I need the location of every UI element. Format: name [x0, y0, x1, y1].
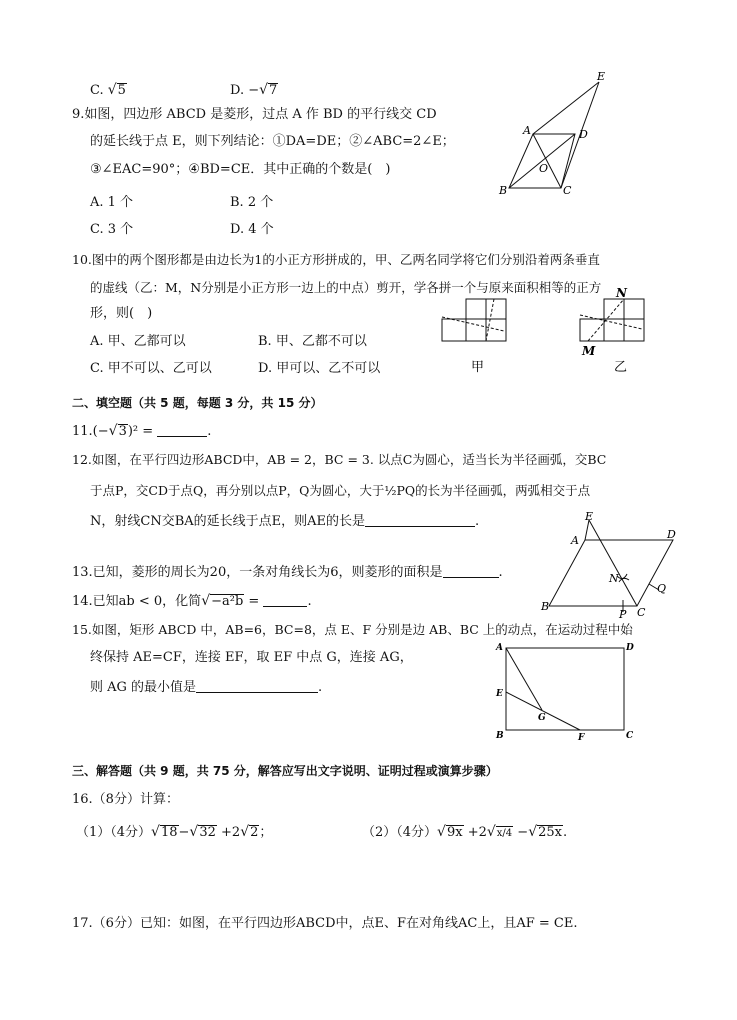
q9-rhombus-figure	[495, 70, 620, 200]
q15-line2: 终保持 AE=CF，连接 EF，取 EF 中点 G，连接 AG，	[90, 650, 413, 665]
q12-label-q: Q	[657, 582, 667, 595]
q9-label-d: D	[579, 128, 588, 141]
q13-end: .	[498, 565, 503, 580]
q12-line3-text: N，射线CN交BA的延长线于点E，则AE的长是	[90, 514, 366, 529]
q12-line2: 于点P，交CD于点Q，再分别以点P，Q为圆心，大于½PQ的长为半径画弧，两弧相交于点	[90, 483, 591, 498]
q9-line3: ③∠EAC=90°；④BD=CE．其中正确的个数是( )	[90, 162, 391, 177]
q15-line3	[90, 678, 322, 698]
q11-text: 11.(−√3)² = .	[72, 423, 212, 439]
q10-label-jia: 甲	[471, 360, 485, 375]
q16-heading: 16.（8分）计算：	[72, 792, 179, 807]
q9-label-b: B	[499, 184, 508, 197]
section3-heading: 三、解答题（共 9 题，共 75 分，解答应写出文字说明、证明过程或演算步骤）	[72, 764, 498, 778]
q10-line1: 10.图中的两个图形都是由边长为1的小正方形拼成的，甲、乙两名同学将它们分别沿着两条垂直	[72, 252, 600, 267]
q10-option-c: C. 甲不可以、乙可以	[90, 361, 212, 376]
q10-label-yi: 乙	[614, 360, 628, 375]
q9-option-c: C. 3 个	[90, 222, 134, 237]
q10-figure-yi	[576, 285, 666, 377]
q15-label-g: G	[538, 713, 546, 723]
q9-label-a: A	[523, 124, 531, 137]
q10-label-m: M	[582, 344, 596, 358]
q15-line1: 15.如图，矩形 ABCD 中，AB=6，BC=8，点 E、F 分别是边 AB、BC 上的动点，在运动过程中始	[72, 622, 633, 637]
q13-answer-blank[interactable]	[443, 563, 499, 578]
q9-line1: 9.如图，四边形 ABCD 是菱形，过点 A 作 BD 的平行线交 CD	[72, 107, 437, 122]
q10-figure-jia	[438, 287, 528, 375]
q14-text: 14.已知ab < 0，化简√−a²b = .	[72, 593, 312, 609]
q10-option-b: B. 甲、乙都不可以	[258, 334, 367, 349]
q13-text	[72, 563, 503, 583]
q12-label-n: N	[609, 572, 619, 585]
q9-label-e: E	[597, 70, 606, 83]
q17-text: 17.（6分）已知：如图，在平行四边形ABCD中，点E、F在对角线AC上，且AF = CE.	[72, 916, 578, 931]
q12-label-e: E	[585, 510, 594, 523]
q12-label-p: P	[619, 608, 627, 620]
q15-rectangle-figure	[494, 640, 640, 744]
q10-option-d: D. 甲可以、乙不可以	[258, 361, 381, 376]
q10-line2: 的虚线（乙：M，N分别是小正方形一边上的中点）剪开，学各拼一个与原来面积相等的正方	[90, 280, 602, 295]
q12-end: .	[475, 514, 480, 529]
q15-label-f: F	[578, 733, 585, 743]
q15-label-c: C	[626, 731, 634, 741]
q12-label-a: A	[571, 534, 579, 547]
q15-label-a: A	[496, 643, 503, 653]
q15-label-d: D	[626, 643, 634, 653]
q11-answer-blank[interactable]	[157, 422, 207, 437]
q12-parallelogram-figure	[537, 510, 685, 620]
q9-option-d: D. 4 个	[230, 222, 274, 237]
q9-line2: 的延长线于点 E，则下列结论：①DA=DE；②∠ABC=2∠E；	[90, 134, 455, 149]
q9-label-c: C	[563, 184, 572, 197]
q8-option-c: C. √5	[90, 82, 126, 98]
q13-stem: 13.已知，菱形的周长为20，一条对角线长为6，则菱形的面积是	[72, 565, 443, 580]
q16-part2: （2）（4分）√9x +2√x/4 −√25x.	[362, 824, 568, 840]
q12-line1: 12.如图，在平行四边形ABCD中，AB = 2，BC = 3. 以点C为圆心，适当长为半径画弧，交BC	[72, 452, 607, 467]
q14-answer-blank[interactable]	[263, 592, 307, 607]
q10-label-n: N	[616, 286, 627, 300]
q10-line3: 形，则( )	[90, 306, 153, 321]
q15-line3-text: 则 AG 的最小值是	[90, 680, 197, 695]
q9-option-b: B. 2 个	[230, 195, 274, 210]
q9-label-o: O	[539, 162, 549, 175]
q10-option-a: A. 甲、乙都可以	[90, 334, 186, 349]
q8-option-d: D. −√7	[230, 82, 278, 98]
q9-option-a: A. 1 个	[90, 195, 134, 210]
q12-answer-blank[interactable]	[365, 512, 475, 527]
section2-heading: 二、填空题（共 5 题，每题 3 分，共 15 分）	[72, 396, 323, 410]
q15-answer-blank[interactable]	[196, 678, 318, 693]
q12-label-d: D	[667, 528, 676, 541]
q15-label-b: B	[496, 731, 504, 741]
q12-label-c: C	[637, 606, 646, 619]
q15-label-e: E	[496, 689, 503, 699]
q16-part1: （1）（4分）√18−√32 +2√2；	[76, 824, 273, 840]
q12-label-b: B	[541, 600, 550, 613]
q15-end: .	[318, 680, 323, 695]
q12-line3	[90, 512, 479, 532]
